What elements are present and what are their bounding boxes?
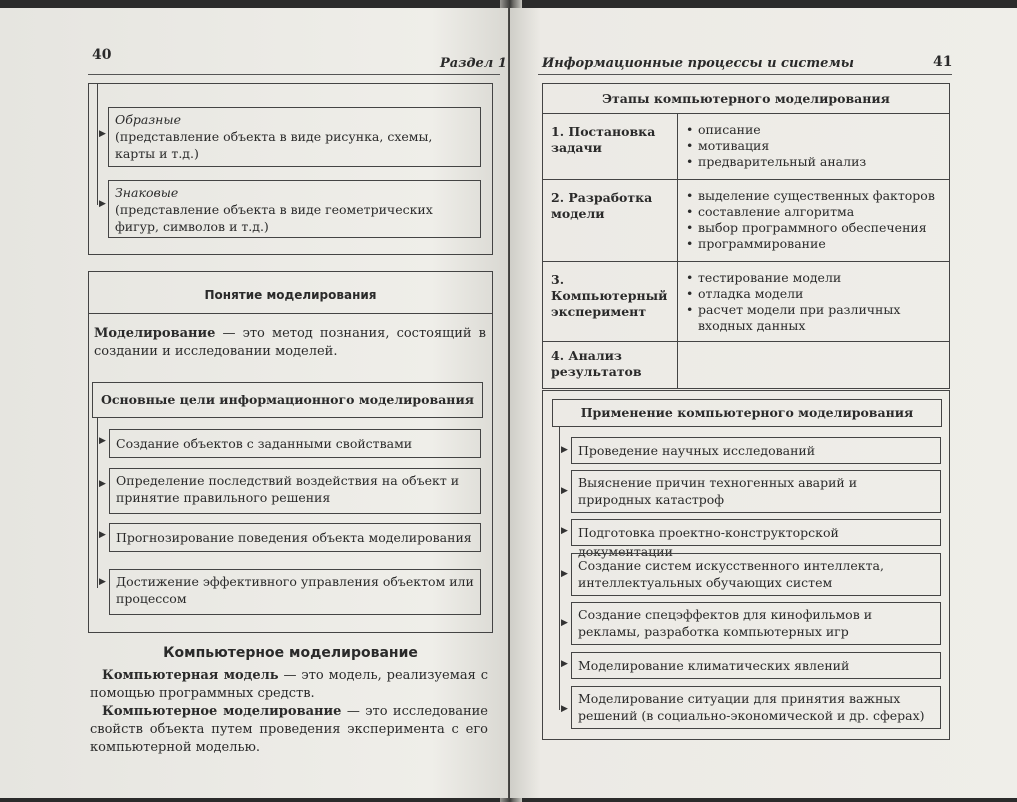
application-text: Создание систем искусственного интеллекта, интеллектуальных обучающих систем (578, 558, 884, 590)
representation-text: (представление объекта в виде рисунка, схемы, карты и т.д.) (115, 129, 433, 161)
application-title-box (552, 399, 942, 427)
running-head-right: Информационные процессы и системы (542, 56, 854, 71)
arrow-icon: ▶ (561, 445, 568, 455)
stage-step: • мотивация (686, 138, 941, 154)
application-text: Создание спецэффектов для кинофильмов и рекламы, разработка компьютерных игр (578, 607, 873, 639)
stage-step: • программирование (686, 236, 941, 252)
application-item (571, 553, 941, 596)
stage-row (543, 114, 949, 180)
goals-title-box (92, 382, 483, 418)
stage-name: 4. Анализ результатов (543, 342, 678, 388)
stage-name: 2. Разработка модели (543, 180, 678, 261)
header-rule-right (538, 74, 952, 75)
application-text: Моделирование климатических явлений (578, 658, 850, 673)
arrow-icon: ▶ (99, 577, 106, 587)
stage-step: • составление алгоритма (686, 204, 941, 220)
term-text: — это модель, реализуемая с помощью программных средств. (90, 668, 488, 701)
term: Компьютерная модель (102, 668, 279, 683)
arrow-icon: ▶ (99, 199, 106, 209)
arrow-icon: ▶ (561, 486, 568, 496)
goal-item (109, 569, 481, 615)
stage-name: 3. Компьютерный эксперимент (543, 262, 678, 341)
application-item (571, 602, 941, 645)
stage-row (543, 342, 949, 388)
stage-row (543, 262, 949, 342)
definition-term: Моделирование (94, 326, 216, 341)
goal-text: Создание объектов с заданными свойствами (116, 436, 413, 451)
stage-step: • отладка модели (686, 286, 941, 302)
goal-text: Достижение эффективного управления объектом или процессом (116, 574, 474, 606)
left-page (0, 8, 508, 798)
application-text: Подготовка проектно-конструкторской документации (578, 525, 839, 559)
application-item (571, 470, 941, 513)
stage-step: • выбор программного обеспечения (686, 220, 941, 236)
application-item (571, 686, 941, 729)
arrow-icon: ▶ (99, 129, 106, 139)
stage-step: • выделение существенных факторов (686, 188, 941, 204)
header-rule-left (88, 74, 500, 75)
title-divider (88, 313, 493, 314)
application-text: Моделирование ситуации для принятия важных решений (в социально-экономической и др. сферах) (578, 691, 925, 723)
stages-title: Этапы компьютерного моделирования (543, 84, 949, 114)
representation-title: Знаковые (115, 185, 179, 200)
application-item (571, 437, 941, 464)
arrow-icon: ▶ (561, 659, 568, 669)
running-head-left: Раздел 1 (440, 56, 507, 71)
goal-item (109, 523, 481, 552)
stage-step: • расчет модели при различных входных данных (686, 302, 941, 334)
application-item (571, 519, 941, 559)
modeling-definition (94, 325, 486, 361)
arrow-icon: ▶ (99, 436, 106, 446)
stage-row (543, 180, 949, 262)
application-item (571, 652, 941, 679)
computer-modeling-paragraph (90, 703, 488, 757)
arrow-icon: ▶ (561, 618, 568, 628)
modeling-concept-title: Понятие моделирования (204, 288, 377, 302)
stages-table (542, 83, 950, 389)
connector-line (559, 427, 560, 710)
term: Компьютерное моделирование (102, 704, 342, 719)
representation-title: Образные (115, 112, 181, 127)
application-text: Проведение научных исследований (578, 443, 816, 458)
arrow-icon: ▶ (561, 569, 568, 579)
arrow-icon: ▶ (561, 526, 568, 536)
stage-step: • описание (686, 122, 941, 138)
application-text: Выяснение причин техногенных аварий и природных катастроф (578, 475, 858, 507)
goal-text: Прогнозирование поведения объекта моделирования (116, 530, 472, 545)
goal-text: Определение последствий воздействия на объект и принятие правильного решения (116, 473, 460, 505)
stage-name: 1. Постановка задачи (543, 114, 678, 179)
section-heading: Компьютерное моделирование (163, 645, 418, 661)
arrow-icon: ▶ (561, 704, 568, 714)
page-number-right: 41 (933, 54, 953, 70)
stage-step: • предварительный анализ (686, 154, 941, 170)
stage-step: • тестирование модели (686, 270, 941, 286)
connector-line (97, 418, 98, 588)
arrow-icon: ▶ (99, 479, 106, 489)
arrow-icon: ▶ (99, 530, 106, 540)
definition-text: — это метод познания, состоящий в создании и исследовании моделей. (94, 326, 486, 359)
representation-item-figurative (108, 107, 481, 167)
goals-title: Основные цели информационного моделирования (101, 392, 474, 407)
computer-model-paragraph (90, 667, 488, 703)
page-number-left: 40 (92, 47, 112, 63)
application-title: Применение компьютерного моделирования (580, 405, 914, 420)
representation-text: (представление объекта в виде геометрических фигур, символов и т.д.) (115, 202, 433, 234)
representation-item-symbolic (108, 180, 481, 238)
term-text: — это исследование свойств объекта путем проведения эксперимента с его компьютерной моделью. (90, 704, 489, 755)
connector-line (97, 83, 98, 205)
goal-item (109, 468, 481, 514)
goal-item (109, 429, 481, 458)
